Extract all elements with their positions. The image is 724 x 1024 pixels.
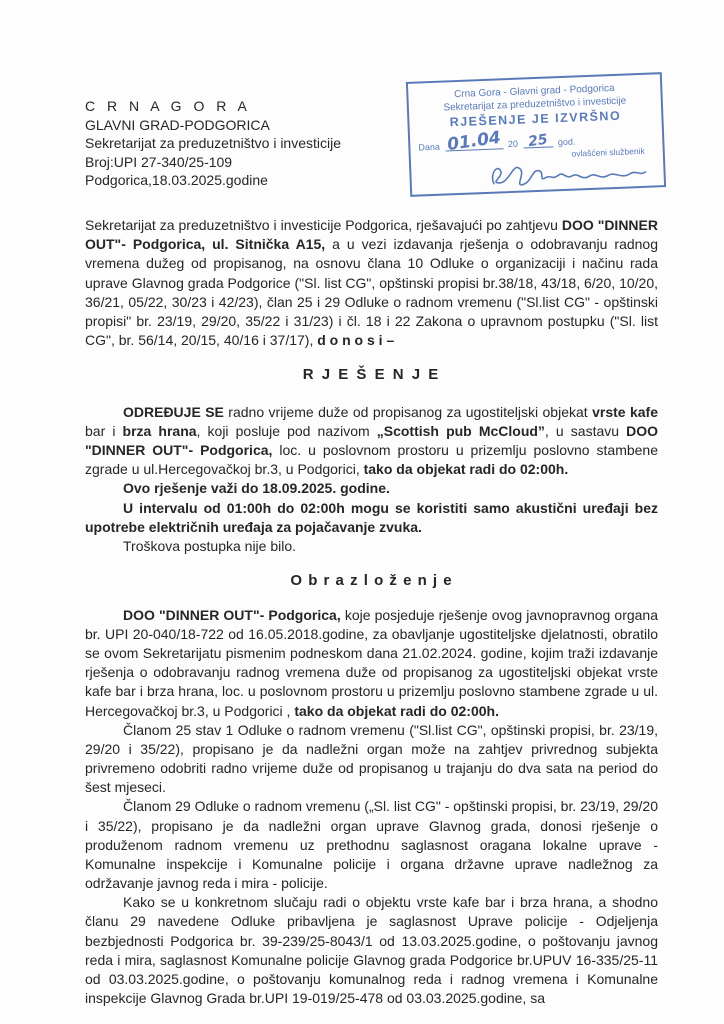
explanation-paragraph-request: DOO "DINNER OUT"- Podgorica, koje posjeduje rješenje ovog javnopravnog organa br. UPI 20-040/18-722 od 16.05.2018.godine, za obavljanje ugostiteljske djelatnosti, obratilo se ovom Sekretarijatu pismenim podneskom dana 21.02.2024. godine, kojim traži izdavanje rješenja o odobravanju radnog vremena duže od propisanog za ugostiteljski objekat vrste kafe bar i brza hrana, loc. u poslovnom prostoru u prizemlju poslovno stambene zgrade u ul. Hercegovačkoj br.3, u Podgorici , tako da objekat radi do 02:00h. [85,606,659,719]
stamp-date-blank [444,127,503,156]
stamp-year-suffix: god. [557,136,576,148]
handwritten-date: 01.04 [445,127,502,156]
acoustic-restriction-clause: U intervalu od 01:00h do 02:00h mogu se koristiti samo akustični uređaji bez upotrebe električnih uređaja za pojačavanje zvuka. [85,499,658,535]
stamp-official-label: ovlašćeni službenik [571,146,645,159]
stamp-authority-line1: Crna Gora - Glavni grad - Podgorica [453,82,615,101]
stamp-date-label: Dana [418,141,441,153]
stamp-year-prefix: 20 [507,139,519,150]
explanation-heading: O b r a z l o ž e n j e [290,572,453,590]
costs-clause: Troškova postupka nije bilo. [123,537,297,554]
handwritten-year: 25 [526,131,549,150]
letterhead-department: Sekretarijat za preduzetništvo i investicije [85,135,342,152]
explanation-paragraph-consents: Kako se u konkretnom slučaju radi o objektu vrste kafe bar i brza hrana, a shodno članu 29 navedene Odluke pribavljena je saglasnost Uprave policije - Odjeljenja bezbjednosti Podgorica br. 39-239/25-8043/1 od 13.03.2025.godine, o poštovanju javnog reda i mira, saglasnost Komunalne policije Glavnog grada Podgorice br.UPUV 16-335/25-11 od 03.03.2025.godine, o poštovanju komunalnog reda i radnog vremena i Komunalne inspekcije Glavnog Grada br.UPI 19-019/25-478 od 03.03.2025.godine, sa [85,894,658,1007]
validity-clause: Ovo rješenje važi do 18.09.2025. godine. [123,480,390,497]
intro-paragraph: Sekretarijat za preduzetništvo i investicije Podgorica, rješavajući po zahtjevu DOO "DINNER OUT"- Podgorica, ul. Sitnička A15, a u vezi izdavanja rješenja o odobravanju radnog vremena dužeg od propisanog, na osnovu člana 10 Odluke o organizaciji i načinu rada uprave Glavnog grada Podgorice ("Sl. list CG", opštinski propisi br.38/18, 43/18, 6/20, 10/20, 36/21, 05/22, 30/23 i 42/23), član 25 i 29 Odluke o radnom vremenu ("Sl.list CG" - opštinski propisi" br. 23/19, 29/20, 35/22 i 31/23) i čl. 18 i 22 Zakona o upravnom postupku ("Sl. list CG", br. 56/14, 20/15, 40/16 i 37/17), d o n o s i – [85,217,658,349]
letterhead-reference-number: Broj:UPI 27-340/25-109 [85,153,233,170]
decision-title: R J E Š E N J E [302,366,441,384]
stamp-year-blank [523,131,553,150]
executive-stamp [406,72,666,197]
letterhead [85,97,341,190]
letterhead-city: GLAVNI GRAD-PODGORICA [85,116,270,133]
letterhead-country: C R N A G O R A [85,98,251,114]
official-signature [485,151,654,191]
explanation-paragraph-article29: Članom 29 Odluke o radnom vremenu („Sl. list CG" - opštinski propisi, br. 23/19, 29/20 i 35/22), propisano je da nadležni organ uprave Glavnog grada, donosi rješenje o produženom radnom vremenu uz prethodnu saglasnost oragana lokalne uprave - Komunalne inspekcije i Komunalne policije i organa državne uprave nadležnog za održavanje javnog reda i mira - policije. [85,798,658,892]
document-body [85,216,658,1008]
stamp-status-text: RJEŠENJE JE IZVRŠNO [449,108,622,130]
operative-clause: ODREĐUJE SE radno vrijeme duže od propisanog za ugostiteljski objekat vrste kafe bar i brza hrana, koji posluje pod nazivom „Scottish pub McCloud”, u sastavu DOO "DINNER OUT"- Podgorica, loc. u poslovnom prostoru u prizemlju poslovno stambene zgrade u ul.Hercegovačkoj br.3, u Podgorici, tako da objekat radi do 02:00h. [85,403,659,478]
explanation-paragraph-article25: Članom 25 stav 1 Odluke o radnom vremenu ("Sl.list CG", opštinski propisi, br. 23/19, 29/20 i 35/22), propisano je da nadležni organ može na zahtjev privrednog subjekta privremeno odobriti radno vrijeme duže od propisanog u trajanju do dva sata na period do šest mjeseci. [85,721,658,796]
letterhead-place-date: Podgorica,18.03.2025.godine [85,172,268,189]
stamp-authority-line2: Sekretarijat za preduzetništvo i investicije [443,95,627,114]
